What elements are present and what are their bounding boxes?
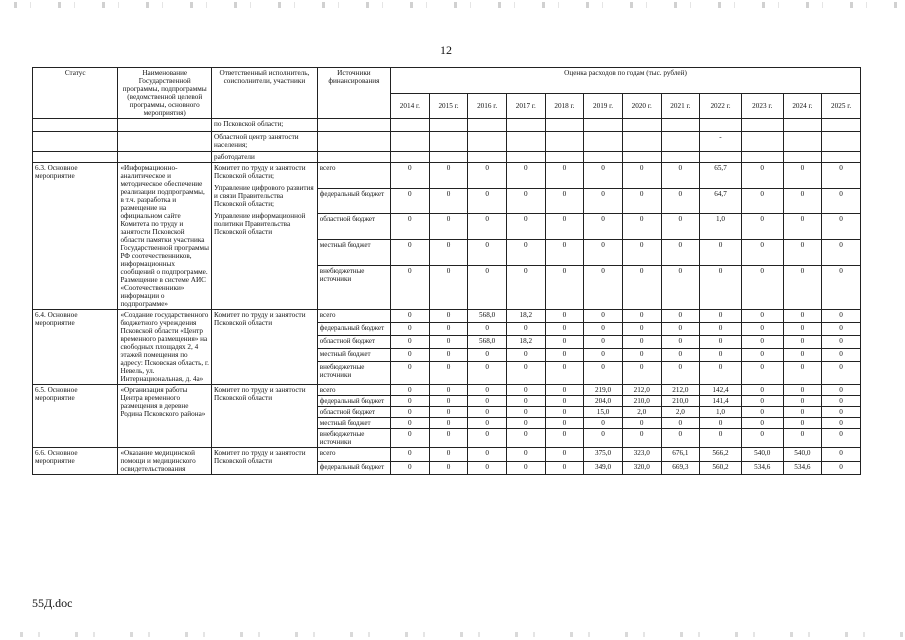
year-value: 0 <box>822 239 861 265</box>
empty-cell <box>317 152 390 163</box>
year-value: 0 <box>429 396 468 407</box>
year-value: 0 <box>741 163 783 189</box>
year-value: 0 <box>506 461 545 475</box>
continuation-row <box>33 152 861 163</box>
year-value: 0 <box>391 239 430 265</box>
section-status: 6.6. Основное мероприятие <box>33 448 118 475</box>
header-sources: Источники финансирования <box>317 68 390 119</box>
year-value: 0 <box>661 323 700 336</box>
year-value: 0 <box>661 163 700 189</box>
year-value: 0 <box>468 407 507 418</box>
year-value: 0 <box>622 188 661 214</box>
section-responsible <box>212 163 318 310</box>
year-value: 0 <box>700 429 742 448</box>
year-value: 0 <box>783 349 822 362</box>
table-row <box>33 163 861 189</box>
year-value: 0 <box>429 323 468 336</box>
year-value: 0 <box>506 418 545 429</box>
funding-source: всего <box>317 448 390 462</box>
year-value: 0 <box>741 336 783 349</box>
year-value: 15,0 <box>584 407 623 418</box>
year-value: 0 <box>506 188 545 214</box>
funding-source: местный бюджет <box>317 239 390 265</box>
header-year: 2023 г. <box>741 93 783 119</box>
funding-source: областной бюджет <box>317 407 390 418</box>
year-value: 0 <box>429 429 468 448</box>
year-value: 0 <box>391 429 430 448</box>
section-name: «Информационно-аналитическое и методическое обеспечение реализации подпрограммы, в т.ч. разработка и размещение на официальном сайте Комитета по труду и занятости Псковской области памятки участника Государственной программы РФ соотечественников, информационных сообщений о подпрограмме. Размещение в системе АИС «Соотечественники» информации о подпрограмме» <box>118 163 212 310</box>
year-value: 0 <box>468 362 507 385</box>
continuation-responsible: работодатели <box>212 152 318 163</box>
year-value: 0 <box>622 214 661 240</box>
year-value: 0 <box>391 323 430 336</box>
year-value: 0 <box>700 349 742 362</box>
year-value: 568,0 <box>468 310 507 323</box>
year-value: 0 <box>700 418 742 429</box>
year-value: 0 <box>822 214 861 240</box>
continuation-responsible: Областной центр занятости населения; <box>212 132 318 152</box>
year-value: 0 <box>622 163 661 189</box>
year-value: 540,0 <box>783 448 822 462</box>
section-name: «Организация работы Центра временного размещения в деревне Родина Псковского района» <box>118 385 212 448</box>
year-value: 0 <box>545 336 584 349</box>
year-value: 0 <box>783 407 822 418</box>
year-value: 0 <box>429 239 468 265</box>
empty-cell <box>118 132 212 152</box>
year-value: 0 <box>622 323 661 336</box>
year-value: 0 <box>661 418 700 429</box>
year-value: 0 <box>741 396 783 407</box>
year-value: 0 <box>391 362 430 385</box>
year-value: 219,0 <box>584 385 623 396</box>
year-value: 0 <box>622 429 661 448</box>
year-value: 669,3 <box>661 461 700 475</box>
funding-source: местный бюджет <box>317 349 390 362</box>
year-value: 0 <box>661 265 700 309</box>
header-status: Статус <box>33 68 118 119</box>
year-value: 0 <box>506 385 545 396</box>
year-value: 0 <box>429 385 468 396</box>
header-responsible: Ответственный исполнитель, соисполнители, участники <box>212 68 318 119</box>
year-value: 0 <box>468 214 507 240</box>
funding-source: областной бюджет <box>317 214 390 240</box>
year-value: 0 <box>468 385 507 396</box>
year-value: 0 <box>783 188 822 214</box>
year-value: 0 <box>429 214 468 240</box>
year-value: 212,0 <box>622 385 661 396</box>
year-value: 0 <box>391 265 430 309</box>
year-value: 0 <box>584 336 623 349</box>
year-value: 0 <box>506 407 545 418</box>
header-year: 2022 г. <box>700 93 742 119</box>
year-value: 349,0 <box>584 461 623 475</box>
year-value: 0 <box>622 265 661 309</box>
year-value: 0 <box>545 349 584 362</box>
year-value: 0 <box>783 385 822 396</box>
year-value: 18,2 <box>506 310 545 323</box>
year-value: 0 <box>545 163 584 189</box>
year-value: 0 <box>429 418 468 429</box>
continuation-responsible: по Псковской области; <box>212 119 318 132</box>
year-value: 0 <box>822 385 861 396</box>
table-row <box>33 385 861 396</box>
year-value: 0 <box>468 448 507 462</box>
section-status: 6.4. Основное мероприятие <box>33 310 118 385</box>
empty-cell <box>33 132 118 152</box>
year-value: 540,0 <box>741 448 783 462</box>
year-value: 0 <box>783 310 822 323</box>
year-value: 0 <box>822 323 861 336</box>
year-value: 0 <box>700 239 742 265</box>
section-status: 6.5. Основное мероприятие <box>33 385 118 448</box>
year-value: 0 <box>822 265 861 309</box>
year-value: 0 <box>822 349 861 362</box>
year-value: 0 <box>700 310 742 323</box>
year-value: 0 <box>661 349 700 362</box>
year-value: 0 <box>545 396 584 407</box>
year-value: 375,0 <box>584 448 623 462</box>
year-value: 0 <box>584 323 623 336</box>
year-value: 0 <box>741 349 783 362</box>
year-value: 0 <box>783 323 822 336</box>
year-value: 320,0 <box>622 461 661 475</box>
year-value: 0 <box>741 188 783 214</box>
year-value: 0 <box>661 336 700 349</box>
year-value: 0 <box>468 163 507 189</box>
year-value: 0 <box>584 310 623 323</box>
year-value: 0 <box>429 362 468 385</box>
responsible-party: Управление информационной политики Правительства Псковской области <box>214 212 306 236</box>
year-value: 0 <box>429 336 468 349</box>
year-value: 0 <box>783 418 822 429</box>
scan-artifact-bottom <box>0 632 905 637</box>
continuation-row <box>33 119 861 132</box>
funding-source: федеральный бюджет <box>317 396 390 407</box>
year-value: 0 <box>391 407 430 418</box>
year-value: 0 <box>506 323 545 336</box>
year-value: 0 <box>429 265 468 309</box>
header-year: 2019 г. <box>584 93 623 119</box>
year-value: 0 <box>468 265 507 309</box>
year-value: 0 <box>545 310 584 323</box>
year-value: 0 <box>584 362 623 385</box>
section-name: «Создание государственного бюджетного учреждения Псковской области «Центр временного размещения» на свободных площадях 2, 4 этажей помещения по адресу: Псковская область, г. Невель, ул. Интернациональная, д. 4а» <box>118 310 212 385</box>
funding-source: федеральный бюджет <box>317 461 390 475</box>
year-value: 0 <box>741 385 783 396</box>
year-value: 0 <box>622 239 661 265</box>
year-value: 0 <box>822 362 861 385</box>
header-year: 2025 г. <box>822 93 861 119</box>
funding-source: внебюджетные источники <box>317 362 390 385</box>
responsible-party: Комитет по труду и занятости Псковской области <box>214 311 306 327</box>
year-value: 0 <box>391 163 430 189</box>
year-value: 0 <box>391 448 430 462</box>
year-value: 0 <box>622 310 661 323</box>
year-value: 0 <box>822 188 861 214</box>
year-value: 0 <box>391 349 430 362</box>
year-value: 141,4 <box>700 396 742 407</box>
year-value: 0 <box>429 448 468 462</box>
section-name: «Оказание медицинской помощи и медицинского освидетельствования <box>118 448 212 475</box>
year-value: 0 <box>783 396 822 407</box>
year-value: 0 <box>468 349 507 362</box>
year-value: 0 <box>545 418 584 429</box>
year-value: 0 <box>700 362 742 385</box>
year-value: 0 <box>622 336 661 349</box>
funding-source: местный бюджет <box>317 418 390 429</box>
year-value: 0 <box>783 163 822 189</box>
year-value: 0 <box>506 396 545 407</box>
year-value: 0 <box>429 407 468 418</box>
year-value: 0 <box>468 188 507 214</box>
year-value: 0 <box>822 429 861 448</box>
year-value: 0 <box>661 239 700 265</box>
year-value: 0 <box>700 336 742 349</box>
year-value: 0 <box>545 385 584 396</box>
year-value: 0 <box>741 323 783 336</box>
year-value: 0 <box>468 418 507 429</box>
year-value: 0 <box>700 265 742 309</box>
scan-artifact-top <box>0 2 905 8</box>
year-value: 0 <box>822 418 861 429</box>
year-value: 1,0 <box>700 214 742 240</box>
year-value: 0 <box>545 461 584 475</box>
year-value: 0 <box>661 362 700 385</box>
year-value: 0 <box>391 461 430 475</box>
year-value: 204,0 <box>584 396 623 407</box>
year-value: 0 <box>468 429 507 448</box>
header-year: 2015 г. <box>429 93 468 119</box>
year-value: 0 <box>783 362 822 385</box>
year-value: 0 <box>622 349 661 362</box>
year-value: 0 <box>391 188 430 214</box>
continuation-row <box>33 132 861 152</box>
year-value: 0 <box>822 448 861 462</box>
year-value: 0 <box>783 429 822 448</box>
year-value: 18,2 <box>506 336 545 349</box>
page-number: 12 <box>440 43 452 57</box>
header-year: 2018 г. <box>545 93 584 119</box>
year-value: 0 <box>584 429 623 448</box>
year-value: 0 <box>391 396 430 407</box>
header-year: 2020 г. <box>622 93 661 119</box>
year-value: 0 <box>741 265 783 309</box>
year-value: 0 <box>741 239 783 265</box>
header-estimate: Оценка расходов по годам (тыс. рублей) <box>391 68 861 94</box>
header-year: 2016 г. <box>468 93 507 119</box>
year-value: 0 <box>584 239 623 265</box>
year-value: 0 <box>584 418 623 429</box>
dash-mark: - <box>700 132 742 152</box>
year-value: 65,7 <box>700 163 742 189</box>
year-value: 1,0 <box>700 407 742 418</box>
year-value: 0 <box>584 188 623 214</box>
year-value: 0 <box>506 362 545 385</box>
year-value: 0 <box>783 265 822 309</box>
year-value: 0 <box>584 265 623 309</box>
year-value: 0 <box>584 214 623 240</box>
year-value: 534,6 <box>741 461 783 475</box>
section-responsible <box>212 385 318 448</box>
year-value: 0 <box>468 239 507 265</box>
empty-cell <box>33 119 118 132</box>
empty-cell <box>317 119 390 132</box>
year-value: 212,0 <box>661 385 700 396</box>
year-value: 0 <box>661 214 700 240</box>
header-year: 2021 г. <box>661 93 700 119</box>
funding-source: внебюджетные источники <box>317 429 390 448</box>
year-value: 210,0 <box>622 396 661 407</box>
funding-source: всего <box>317 385 390 396</box>
header-year: 2014 г. <box>391 93 430 119</box>
year-value: 0 <box>545 362 584 385</box>
year-value: 0 <box>429 310 468 323</box>
table-row <box>33 448 861 462</box>
document-filename: 55Д.doc <box>32 596 73 610</box>
funding-source: федеральный бюджет <box>317 323 390 336</box>
section-status: 6.3. Основное мероприятие <box>33 163 118 310</box>
year-value: 568,0 <box>468 336 507 349</box>
year-value: 0 <box>822 396 861 407</box>
year-value: 0 <box>468 461 507 475</box>
funding-source: федеральный бюджет <box>317 188 390 214</box>
year-value: 210,0 <box>661 396 700 407</box>
year-value: 64,7 <box>700 188 742 214</box>
year-value: 0 <box>391 385 430 396</box>
responsible-party: Комитет по труду и занятости Псковской области <box>214 386 306 402</box>
year-value: 0 <box>700 323 742 336</box>
year-value: 0 <box>822 310 861 323</box>
year-value: 0 <box>506 429 545 448</box>
year-value: 0 <box>545 407 584 418</box>
funding-source: внебюджетные источники <box>317 265 390 309</box>
header-name: Наименование Государственной программы, подпрограммы (ведомственной целевой программы, основного мероприятия) <box>118 68 212 119</box>
year-value: 676,1 <box>661 448 700 462</box>
year-value: 534,6 <box>783 461 822 475</box>
year-value: 0 <box>741 429 783 448</box>
year-value: 0 <box>661 188 700 214</box>
section-responsible <box>212 448 318 475</box>
year-value: 0 <box>429 349 468 362</box>
year-value: 0 <box>545 265 584 309</box>
header-year: 2024 г. <box>783 93 822 119</box>
header-year: 2017 г. <box>506 93 545 119</box>
year-value: 0 <box>741 362 783 385</box>
year-value: 0 <box>506 349 545 362</box>
year-value: 0 <box>545 323 584 336</box>
year-value: 0 <box>783 239 822 265</box>
year-value: 0 <box>741 310 783 323</box>
year-value: 0 <box>391 310 430 323</box>
budget-table <box>32 67 861 475</box>
year-value: 0 <box>429 461 468 475</box>
year-value: 0 <box>822 163 861 189</box>
responsible-party: Комитет по труду и занятости Псковской области <box>214 449 306 465</box>
year-value: 0 <box>506 239 545 265</box>
empty-cell <box>33 152 118 163</box>
year-value: 0 <box>506 448 545 462</box>
year-value: 0 <box>391 336 430 349</box>
year-value: 0 <box>783 214 822 240</box>
year-value: 0 <box>622 418 661 429</box>
year-value: 0 <box>506 265 545 309</box>
year-value: 2,0 <box>622 407 661 418</box>
year-value: 0 <box>429 188 468 214</box>
year-value: 0 <box>741 407 783 418</box>
section-responsible <box>212 310 318 385</box>
year-value: 323,0 <box>622 448 661 462</box>
year-value: 0 <box>468 323 507 336</box>
year-value: 0 <box>822 336 861 349</box>
year-value: 0 <box>506 163 545 189</box>
year-value: 566,2 <box>700 448 742 462</box>
year-value: 0 <box>391 214 430 240</box>
year-value: 0 <box>822 461 861 475</box>
year-value: 0 <box>741 418 783 429</box>
year-value: 142,4 <box>700 385 742 396</box>
funding-source: всего <box>317 163 390 189</box>
year-value: 0 <box>661 310 700 323</box>
year-value: 0 <box>661 429 700 448</box>
year-value: 0 <box>545 214 584 240</box>
table-row <box>33 310 861 323</box>
year-value: 0 <box>545 239 584 265</box>
year-value: 0 <box>622 362 661 385</box>
funding-source: всего <box>317 310 390 323</box>
empty-cell <box>317 132 390 152</box>
year-value: 0 <box>822 407 861 418</box>
responsible-party: Комитет по труду и занятости Псковской области; <box>214 164 306 180</box>
year-value: 0 <box>429 163 468 189</box>
year-value: 0 <box>584 163 623 189</box>
year-value: 0 <box>545 448 584 462</box>
year-value: 560,2 <box>700 461 742 475</box>
year-value: 0 <box>783 336 822 349</box>
empty-cell <box>118 119 212 132</box>
year-value: 2,0 <box>661 407 700 418</box>
year-value: 0 <box>545 188 584 214</box>
year-value: 0 <box>584 349 623 362</box>
year-value: 0 <box>506 214 545 240</box>
year-value: 0 <box>741 214 783 240</box>
empty-cell <box>118 152 212 163</box>
funding-source: областной бюджет <box>317 336 390 349</box>
responsible-party: Управление цифрового развития и связи Правительства Псковской области; <box>214 184 314 208</box>
year-value: 0 <box>391 418 430 429</box>
year-value: 0 <box>545 429 584 448</box>
year-value: 0 <box>468 396 507 407</box>
